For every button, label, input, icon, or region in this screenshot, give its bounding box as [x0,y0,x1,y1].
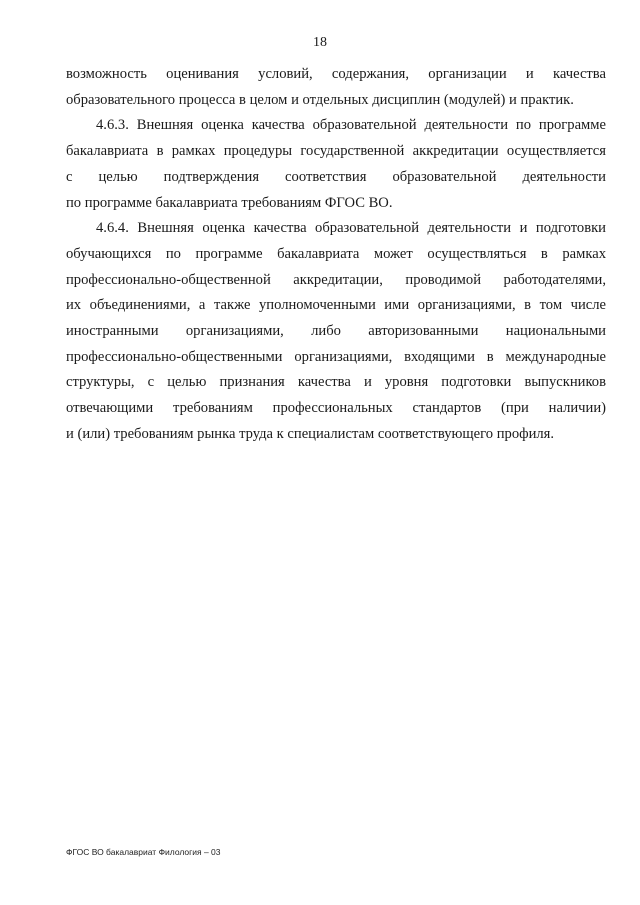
text-line: возможность оценивания условий, содержания, организации и качества [66,66,606,82]
text-line: и (или) требованиям рынка труда к специалистам соответствующего профиля. [66,425,555,442]
paragraph-4-6-4 [66,216,606,447]
page-footer: ФГОС ВО бакалавриат Филология – 03 [66,847,221,857]
text-line: профессионально-общественной аккредитации, проводимой работодателями, [66,271,606,288]
text-line: профессионально-общественными организациями, входящими в международные [66,348,606,365]
text-line: образовательного процесса в целом и отдельных дисциплин (модулей) и практик. [66,91,574,108]
document-body [66,62,606,448]
text-line: их объединениями, а также уполномоченными ими организациями, в том числе [66,297,606,314]
text-line: 4.6.3. Внешняя оценка качества образовательной деятельности по программе [96,117,606,134]
text-line: с целью подтверждения соответствия образовательной деятельности [66,168,606,185]
text-line: иностранными организациями, либо авторизованными национальными [66,323,606,340]
paragraph-continuation [66,62,606,113]
paragraph-4-6-3 [66,113,606,216]
text-line: бакалавриата в рамках процедуры государственной аккредитации осуществляется [66,143,606,160]
page-number: 18 [313,35,327,50]
text-line: 4.6.4. Внешняя оценка качества образовательной деятельности и подготовки [96,220,606,237]
text-line: по программе бакалавриата требованиям ФГОС ВО. [66,194,393,211]
text-line: отвечающими требованиям профессиональных стандартов (при наличии) [66,400,606,417]
text-line: обучающихся по программе бакалавриата может осуществляться в рамках [66,245,606,262]
text-line: структуры, с целью признания качества и уровня подготовки выпускников [66,374,606,391]
